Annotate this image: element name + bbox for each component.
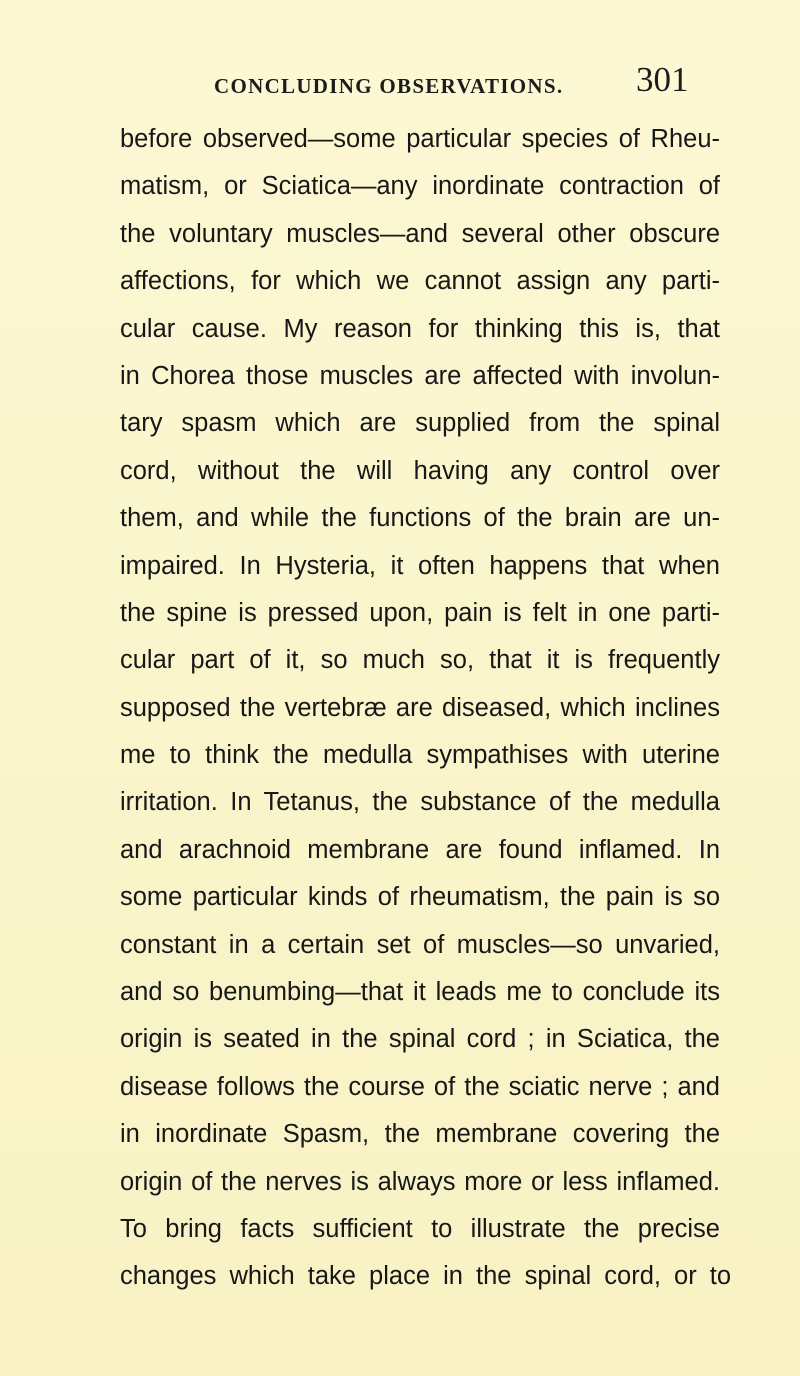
text-line: and arachnoid membrane are found inflamed. In [120, 835, 720, 864]
text-line: before observed—some particular species of Rheu- [120, 125, 720, 153]
text-line: tary spasm which are supplied from the spinal [120, 409, 720, 438]
text-line: some particular kinds of rheumatism, the pain is so [120, 883, 720, 912]
text-line: cord, without the will having any control over [120, 456, 720, 485]
body-text [120, 116, 732, 1301]
text-line: in Chorea those muscles are affected with involun- [120, 361, 720, 390]
text-line: cular part of it, so much so, that it is frequently [120, 646, 720, 675]
text-line: the spine is pressed upon, pain is felt in one parti- [120, 598, 720, 627]
text-line: in inordinate Spasm, the membrane covering the [120, 1120, 720, 1149]
text-line: To bring facts sufficient to illustrate the precise [120, 1214, 720, 1243]
text-line: supposed the vertebræ are diseased, which inclines [120, 693, 720, 722]
text-line: and so benumbing—that it leads me to conclude its [120, 978, 720, 1007]
text-line: changes which take place in the spinal cord, or to [120, 1262, 732, 1291]
text-line: origin of the nerves is always more or less inflamed. [120, 1167, 720, 1196]
text-line: them, and while the functions of the brain are un- [120, 504, 720, 533]
page-number: 301 [636, 60, 689, 99]
text-line: me to think the medulla sympathises with uterine [120, 741, 720, 770]
text-line: affections, for which we cannot assign any parti- [120, 267, 720, 296]
text-line: origin is seated in the spinal cord ; in Sciatica, the [120, 1025, 720, 1054]
text-line: disease follows the course of the sciatic nerve ; and [120, 1072, 720, 1101]
text-line: the voluntary muscles—and several other obscure [120, 219, 720, 248]
text-line: constant in a certain set of muscles—so unvaried, [120, 930, 720, 959]
text-line: cular cause. My reason for thinking this is, that [120, 314, 720, 343]
text-line: impaired. In Hysteria, it often happens that when [120, 551, 720, 580]
page-header [0, 60, 800, 110]
text-line: matism, or Sciatica—any inordinate contraction of [120, 172, 720, 201]
running-head: CONCLUDING OBSERVATIONS. [214, 74, 564, 98]
text-line: irritation. In Tetanus, the substance of the medulla [120, 788, 720, 817]
